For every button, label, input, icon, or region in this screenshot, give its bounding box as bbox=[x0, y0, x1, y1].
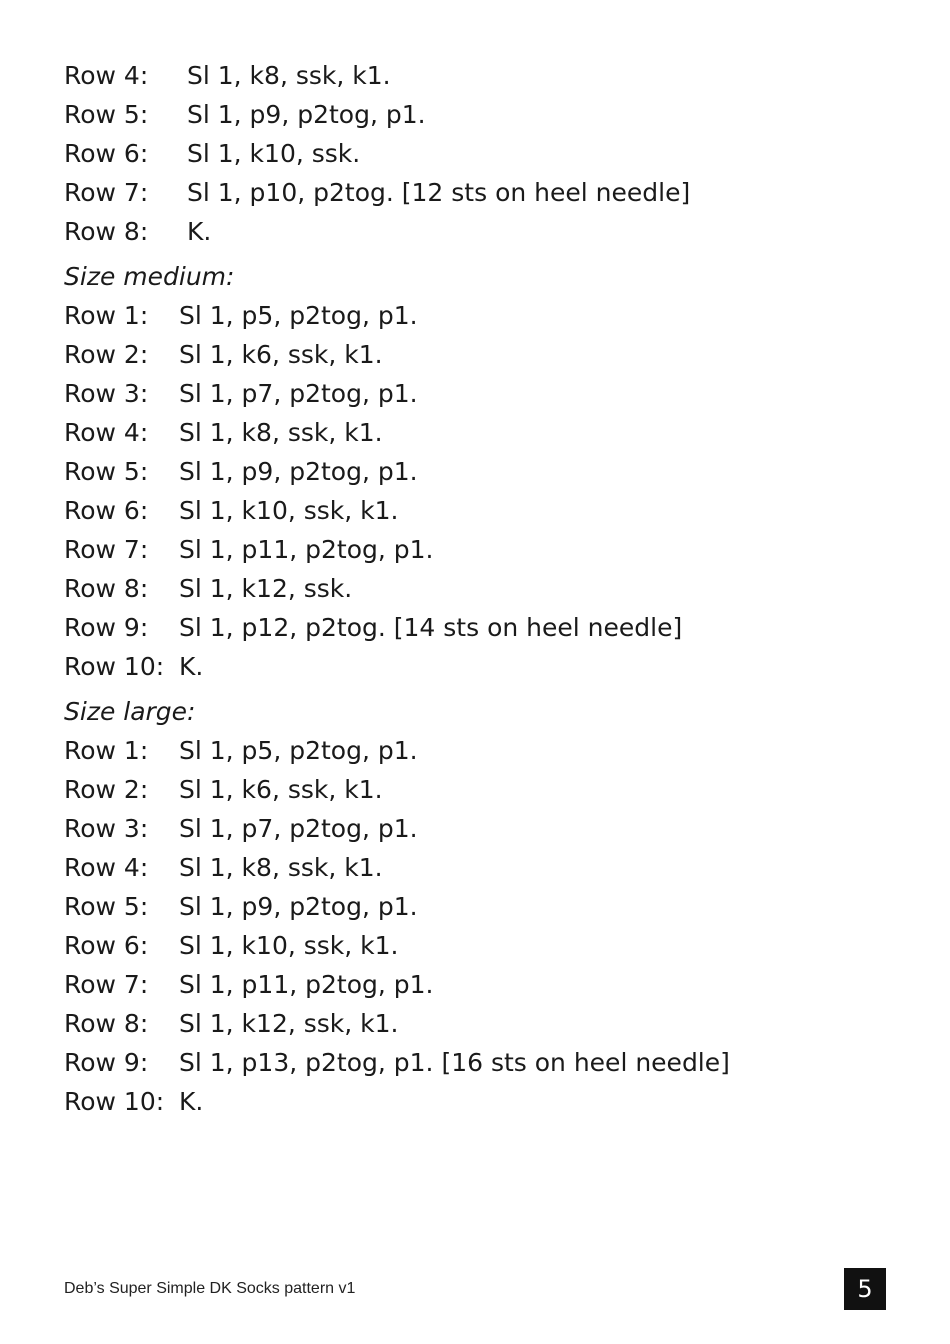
row-instruction: Sl 1, p9, p2tog, p1. bbox=[179, 892, 418, 921]
pattern-row bbox=[64, 173, 884, 212]
row-instruction: Sl 1, p9, p2tog, p1. bbox=[187, 100, 426, 129]
pattern-row bbox=[64, 212, 884, 251]
size-small-section bbox=[64, 56, 884, 251]
row-instruction: Sl 1, p11, p2tog, p1. bbox=[179, 970, 434, 999]
row-label: Row 2: bbox=[64, 340, 149, 369]
row-instruction: Sl 1, p5, p2tog, p1. bbox=[179, 301, 418, 330]
pattern-row bbox=[64, 296, 884, 335]
section-heading: Size large: bbox=[64, 697, 196, 726]
row-label: Row 8: bbox=[64, 574, 149, 603]
pattern-row bbox=[64, 848, 884, 887]
section-heading: Size medium: bbox=[64, 262, 235, 291]
row-instruction: Sl 1, k10, ssk, k1. bbox=[179, 931, 399, 960]
pattern-row bbox=[64, 926, 884, 965]
pattern-row bbox=[64, 1004, 884, 1043]
row-label: Row 10: bbox=[64, 652, 165, 681]
size-medium-section bbox=[64, 257, 884, 686]
row-instruction: Sl 1, k6, ssk, k1. bbox=[179, 775, 383, 804]
pattern-row bbox=[64, 413, 884, 452]
pattern-row bbox=[64, 569, 884, 608]
row-instruction: K. bbox=[187, 217, 212, 246]
page-number-badge: 5 bbox=[844, 1268, 886, 1310]
row-instruction: Sl 1, k8, ssk, k1. bbox=[179, 418, 383, 447]
pattern-row bbox=[64, 809, 884, 848]
row-label: Row 8: bbox=[64, 1009, 149, 1038]
row-instruction: Sl 1, k12, ssk. bbox=[179, 574, 353, 603]
row-label: Row 7: bbox=[64, 535, 149, 564]
size-large-section bbox=[64, 692, 884, 1121]
pattern-row bbox=[64, 335, 884, 374]
row-label: Row 9: bbox=[64, 1048, 149, 1077]
pattern-row bbox=[64, 56, 884, 95]
pattern-row bbox=[64, 887, 884, 926]
row-label: Row 10: bbox=[64, 1087, 165, 1116]
row-label: Row 1: bbox=[64, 736, 149, 765]
row-label: Row 3: bbox=[64, 814, 149, 843]
row-label: Row 9: bbox=[64, 613, 149, 642]
pattern-row bbox=[64, 647, 884, 686]
row-instruction: Sl 1, k8, ssk, k1. bbox=[187, 61, 391, 90]
row-instruction: Sl 1, p7, p2tog, p1. bbox=[179, 379, 418, 408]
pattern-row bbox=[64, 965, 884, 1004]
row-label: Row 7: bbox=[64, 178, 149, 207]
pattern-content bbox=[64, 56, 884, 1121]
row-instruction: Sl 1, p13, p2tog, p1. [16 sts on heel needle] bbox=[179, 1048, 730, 1077]
pattern-row bbox=[64, 1082, 884, 1121]
row-label: Row 6: bbox=[64, 139, 149, 168]
row-instruction: Sl 1, p9, p2tog, p1. bbox=[179, 457, 418, 486]
row-label: Row 4: bbox=[64, 418, 149, 447]
row-label: Row 1: bbox=[64, 301, 149, 330]
row-instruction: Sl 1, k6, ssk, k1. bbox=[179, 340, 383, 369]
row-label: Row 5: bbox=[64, 100, 149, 129]
pattern-row bbox=[64, 608, 884, 647]
pattern-row bbox=[64, 731, 884, 770]
row-instruction: Sl 1, k8, ssk, k1. bbox=[179, 853, 383, 882]
pattern-row bbox=[64, 452, 884, 491]
pattern-row bbox=[64, 374, 884, 413]
row-instruction: Sl 1, p7, p2tog, p1. bbox=[179, 814, 418, 843]
row-label: Row 4: bbox=[64, 853, 149, 882]
row-instruction: Sl 1, p5, p2tog, p1. bbox=[179, 736, 418, 765]
row-instruction: Sl 1, k10, ssk. bbox=[187, 139, 361, 168]
row-instruction: Sl 1, k10, ssk, k1. bbox=[179, 496, 399, 525]
row-label: Row 5: bbox=[64, 457, 149, 486]
row-label: Row 6: bbox=[64, 496, 149, 525]
row-label: Row 4: bbox=[64, 61, 149, 90]
row-instruction: K. bbox=[179, 652, 204, 681]
row-label: Row 5: bbox=[64, 892, 149, 921]
row-instruction: Sl 1, k12, ssk, k1. bbox=[179, 1009, 399, 1038]
row-instruction: Sl 1, p11, p2tog, p1. bbox=[179, 535, 434, 564]
pattern-row bbox=[64, 95, 884, 134]
row-label: Row 8: bbox=[64, 217, 149, 246]
footer-title: Deb’s Super Simple DK Socks pattern v1 bbox=[64, 1280, 356, 1297]
row-label: Row 6: bbox=[64, 931, 149, 960]
row-instruction: Sl 1, p12, p2tog. [14 sts on heel needle] bbox=[179, 613, 683, 642]
pattern-row bbox=[64, 1043, 884, 1082]
pattern-row bbox=[64, 770, 884, 809]
row-label: Row 3: bbox=[64, 379, 149, 408]
row-label: Row 7: bbox=[64, 970, 149, 999]
pattern-row bbox=[64, 530, 884, 569]
pattern-row bbox=[64, 491, 884, 530]
pattern-row bbox=[64, 134, 884, 173]
row-label: Row 2: bbox=[64, 775, 149, 804]
row-instruction: K. bbox=[179, 1087, 204, 1116]
row-instruction: Sl 1, p10, p2tog. [12 sts on heel needle] bbox=[187, 178, 691, 207]
